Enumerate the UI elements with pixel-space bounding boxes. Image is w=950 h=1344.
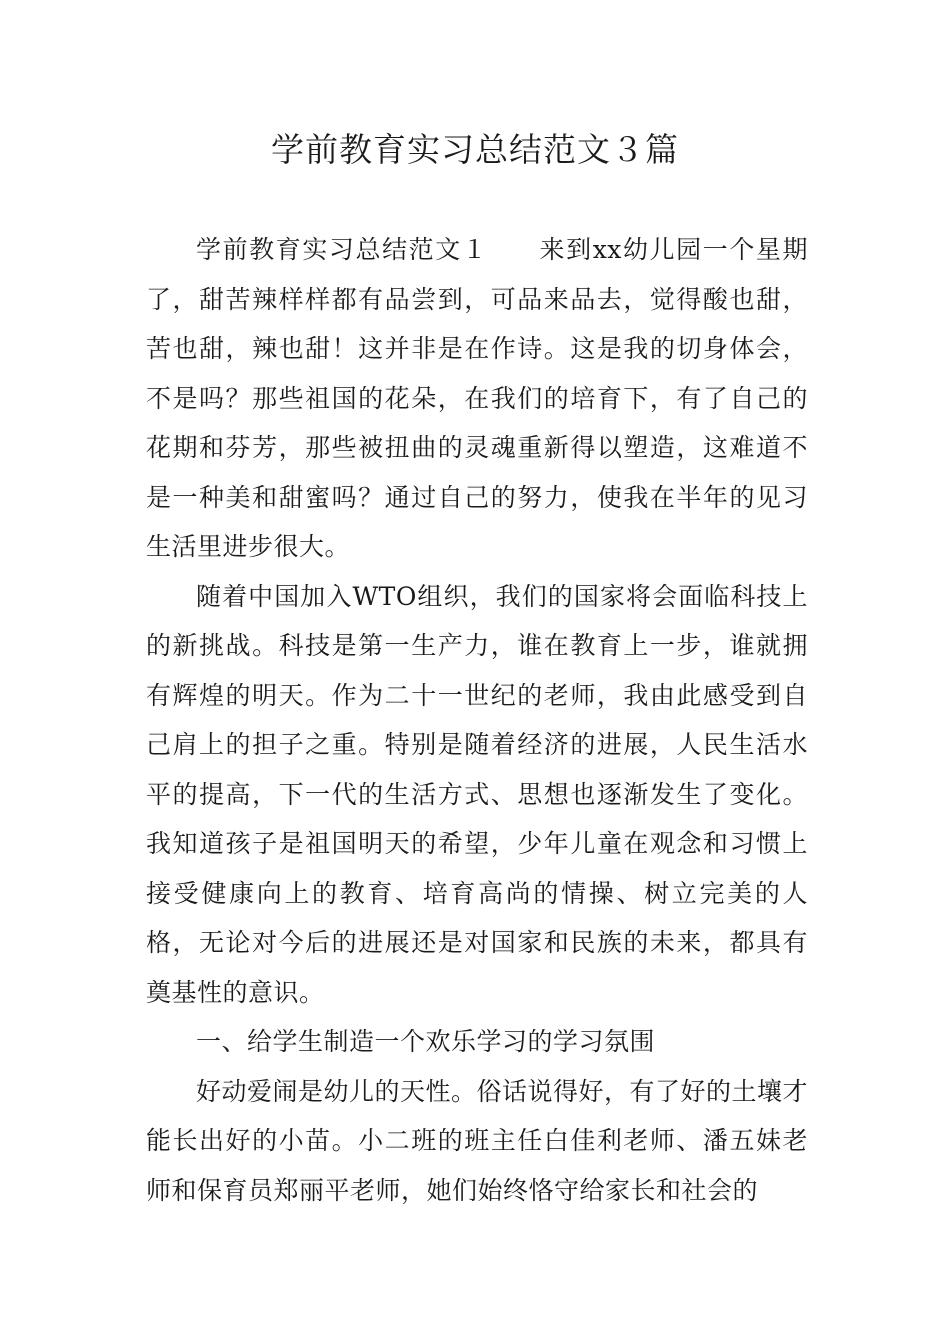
paragraph-1 xyxy=(146,225,808,572)
paragraph-3: 好动爱闹是幼儿的天性。俗话说得好，有了好的土壤才能长出好的小苗。小二班的班主任白佳利老师、潘五妹老师和保育员郑丽平老师，她们始终恪守给家长和社会的 xyxy=(146,1076,809,1205)
document-body xyxy=(146,225,808,1215)
paragraph-text: 来到xx幼儿园一个星期了，甜苦辣样样都有品尝到，可品来品去，觉得酸也甜，苦也甜，辣也甜！这并非是在作诗。这是我的切身体会，不是吗？那些祖国的花朵，在我们的培育下，有了自己的花期和芬芳，那些被扭曲的灵魂重新得以塑造，这难道不是一种美和甜蜜吗？通过自己的努力，使我在半年的见习生活里进步很大。 xyxy=(146,235,808,561)
subheading-1: 一、给学生制造一个欢乐学习的学习氛围 xyxy=(196,1027,656,1056)
paragraph-2: 随着中国加入WTO组织，我们的国家将会面临科技上的新挑战。科技是第一生产力，谁在教育上一步，谁就拥有辉煌的明天。作为二十一世纪的老师，我由此感受到自己肩上的担子之重。特别是随着经济的进展，人民生活水平的提高，下一代的生活方式、思想也逐渐发生了变化。我知道孩子是祖国明天的希望，少年儿童在观念和习惯上接受健康向上的教育、培育高尚的情操、树立完美的人格，无论对今后的进展还是对国家和民族的未来，都具有奠基性的意识。 xyxy=(146,581,808,1007)
document-title: 学前教育实习总结范文３篇 xyxy=(271,130,679,169)
section-heading: 学前教育实习总结范文１ xyxy=(196,235,489,264)
